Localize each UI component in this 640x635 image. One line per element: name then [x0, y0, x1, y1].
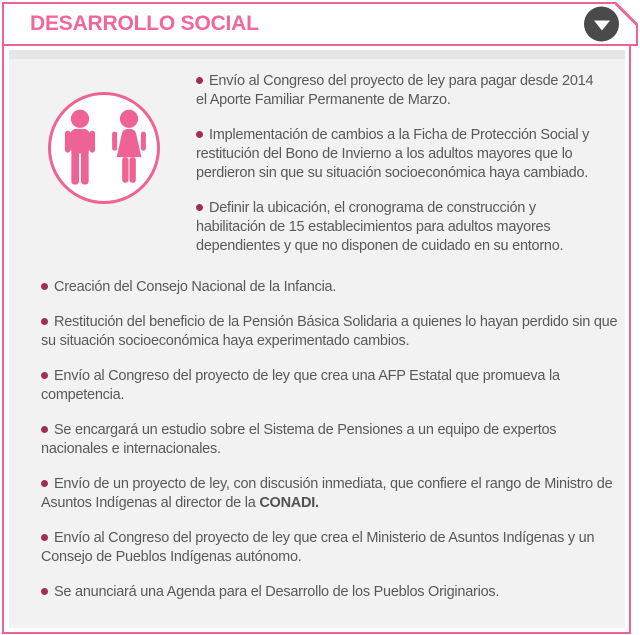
- collapse-button[interactable]: [584, 7, 619, 42]
- list-item: [196, 199, 597, 256]
- man-icon: [59, 107, 101, 189]
- bullet-text: Creación del Consejo Nacional de la Infancia.: [54, 279, 337, 295]
- chevron-down-icon: [594, 20, 610, 30]
- bullet-dot-icon: [41, 283, 48, 290]
- list-item: [41, 313, 623, 351]
- bullet-text: Se anunciará una Agenda para el Desarrollo de los Pueblos Originarios.: [54, 584, 500, 600]
- bullet-dot-icon: [41, 588, 48, 595]
- bullet-dot-icon: [41, 480, 48, 487]
- man-woman-people-icon: [48, 92, 160, 204]
- list-item: [41, 367, 623, 405]
- bullet-dot-icon: [41, 372, 48, 379]
- bullet-dot-icon: [41, 426, 48, 433]
- bullet-text: Envío al Congreso del proyecto de ley que crea el Ministerio de Asuntos Indígenas y un Consejo de Pueblos Indígenas autónomo.: [41, 530, 595, 565]
- bullet-text: Envío al Congreso del proyecto de ley para pagar desde 2014 el Aporte Familiar Permanente de Marzo.: [196, 73, 594, 108]
- icon-bullet-list: [196, 72, 597, 272]
- list-item: [41, 583, 623, 602]
- accordion-content: [2, 46, 631, 634]
- list-item: [41, 475, 623, 513]
- bullet-dot-icon: [196, 77, 203, 84]
- bullet-text: Restitución del beneficio de la Pensión Básica Solidaria a quienes lo hayan perdido sin que su situación socioeconómica haya experimentado cambios.: [41, 314, 618, 349]
- list-item: [41, 529, 623, 567]
- section-title: DESARROLLO SOCIAL: [30, 12, 259, 35]
- bullet-text: Envío al Congreso del proyecto de ley que crea una AFP Estatal que promueva la competencia.: [41, 368, 560, 403]
- bullet-text-bold: CONADI.: [259, 495, 319, 511]
- list-item: [196, 126, 597, 183]
- bullet-list: [41, 278, 623, 602]
- bullet-text: Implementación de cambios a la Ficha de Protección Social y restitución del Bono de Invierno a los adultos mayores que lo perdieron sin que su situación socioeconómica haya cambiado.: [196, 127, 590, 181]
- bullet-dot-icon: [196, 204, 203, 211]
- bullet-text: Se encargará un estudio sobre el Sistema de Pensiones a un equipo de expertos nacionales e internacionales.: [41, 422, 557, 457]
- list-item: [41, 421, 623, 459]
- woman-icon: [108, 107, 150, 189]
- list-item: [196, 72, 597, 110]
- bullet-text: Envío de un proyecto de ley, con discusión inmediata, que confiere el rango de Ministro de Asuntos Indígenas al director de la: [41, 476, 613, 511]
- bullet-dot-icon: [41, 318, 48, 325]
- panel-top-shadow: [9, 50, 625, 59]
- bullet-dot-icon: [41, 534, 48, 541]
- content-panel: [9, 50, 625, 628]
- icon-section: [40, 72, 597, 272]
- bullet-text: Definir la ubicación, el cronograma de construcción y habilitación de 15 establecimientos para adultos mayores dependientes y que no disponen de cuidado en su entorno.: [196, 200, 564, 254]
- list-item: [41, 278, 623, 297]
- accordion-header[interactable]: [2, 2, 638, 46]
- bullet-dot-icon: [196, 131, 203, 138]
